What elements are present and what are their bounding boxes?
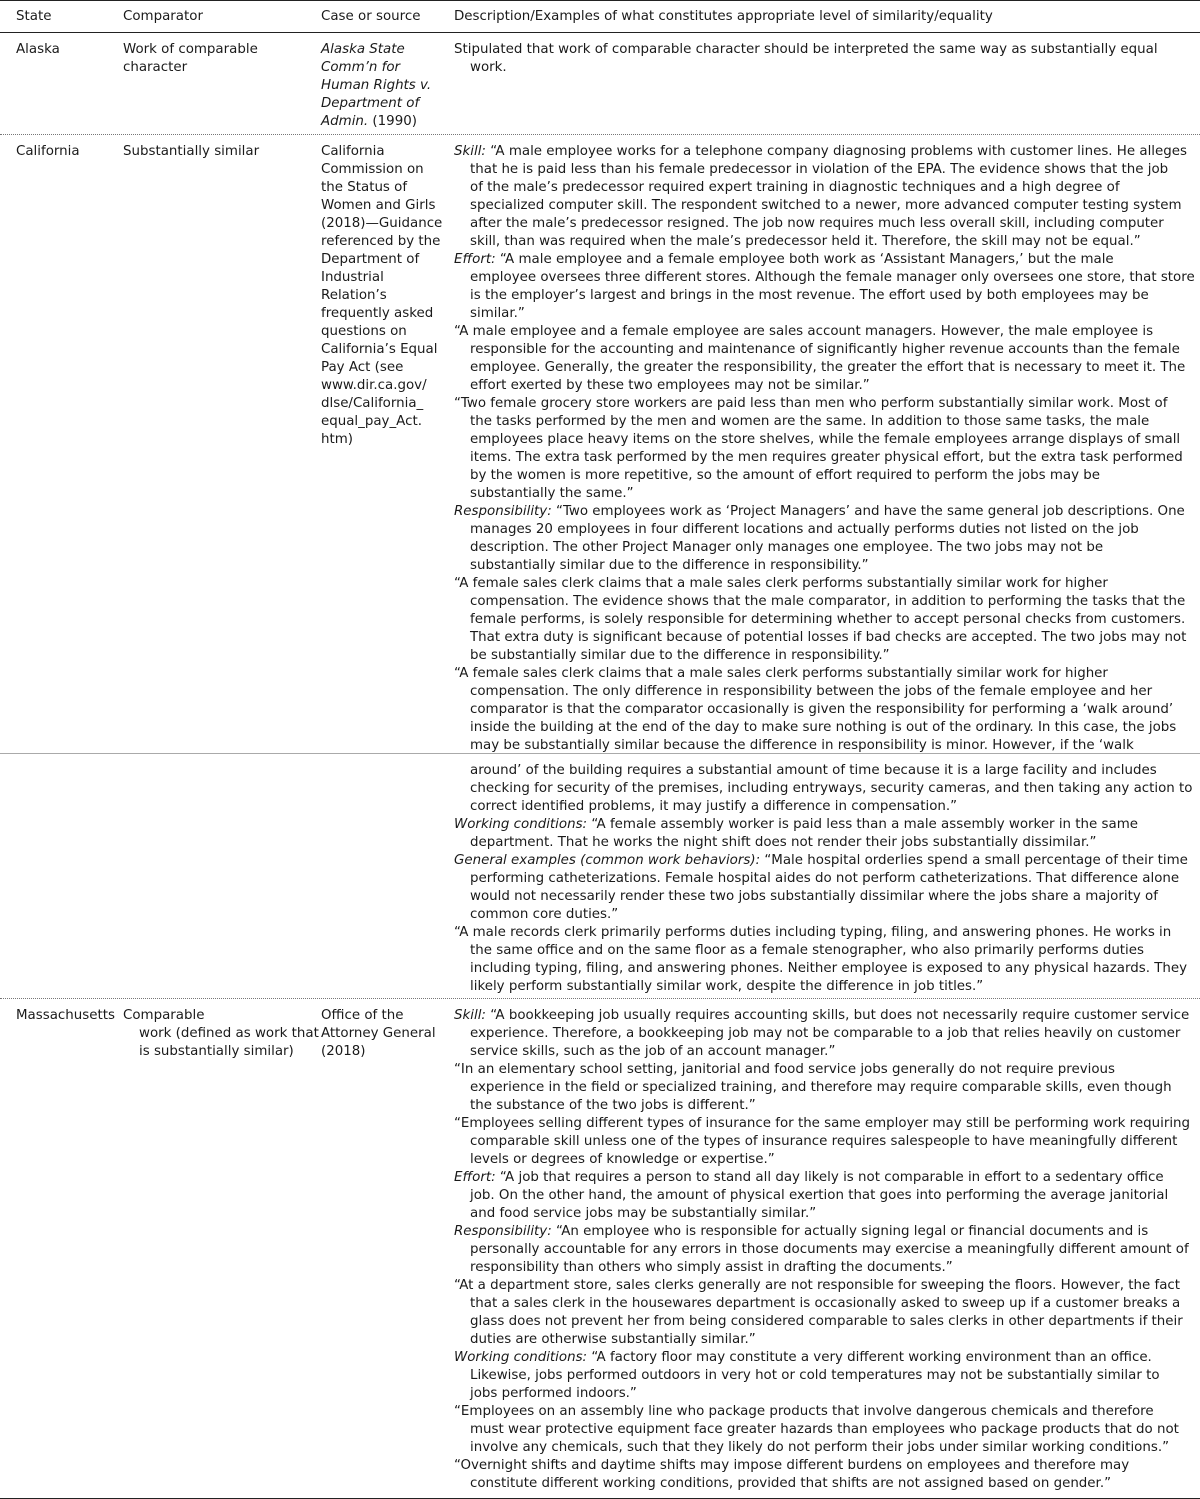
state-cell — [16, 41, 60, 59]
description-line: job. On the other hand, the amount of physical exertion that goes into performing the average janitorial — [470, 1188, 1169, 1203]
criterion-label: Working conditions: — [454, 817, 588, 832]
state-name: Alaska — [16, 42, 60, 57]
description-line: “A female sales clerk claims that a male sales clerk performs substantially similar work for higher — [454, 576, 1108, 591]
source-line — [321, 77, 431, 95]
state-cell — [16, 143, 80, 161]
header-comparator: Comparator — [123, 9, 203, 24]
description-line: constitute different working conditions, provided that shifts are not assigned based on gender.” — [470, 1476, 1112, 1491]
description-line: description. The other Project Manager only manages one employee. The two jobs may not be — [470, 540, 1104, 555]
comparator-line: work (defined as work that — [139, 1026, 319, 1041]
state-name: California — [16, 144, 80, 159]
source-line: Industrial — [321, 270, 384, 285]
description-line: likely perform substantially similar work, despite the difference in job titles.” — [470, 979, 984, 994]
description-line: Effort: “A male employee and a female employee both work as ‘Assistant Managers,’ but the male — [454, 252, 1114, 267]
comparator-cell — [123, 143, 259, 161]
description-line: experience. Therefore, a bookkeeping job may not be comparable to a job that relies heavily on customer — [470, 1026, 1181, 1041]
description-line: comparator is that the comparator occasionally is given the responsibility for performing a ‘walk around’ — [470, 702, 1174, 717]
description-line: checking for security of the premises, including entryways, security cameras, and then taking any action to — [470, 781, 1193, 796]
criterion-label: Skill: — [454, 1008, 486, 1023]
description-line: personally accountable for any errors in those documents may exercise a meaningfully different amount of — [470, 1242, 1189, 1257]
description-line: manages 20 employees in four different locations and actually performs duties not listed on the job — [470, 522, 1139, 537]
description-line: employee. Generally, the greater the responsibility, the greater the effort that is necessary to meet it. The — [470, 360, 1186, 375]
description-line: by the women is more repetitive, so the amount of effort required to perform the jobs may be — [470, 468, 1101, 483]
description-line: Effort: “A job that requires a person to stand all day likely is not comparable in effort to a sedentary office — [454, 1170, 1164, 1185]
description-line: responsibility than others who simply assist in drafting the documents.” — [470, 1260, 953, 1275]
comparator-line: is substantially similar) — [139, 1044, 294, 1059]
case-name: Alaska State — [321, 42, 405, 57]
header-state: State — [16, 9, 52, 24]
source-line: California — [321, 144, 385, 159]
description-line: substantially similar due to the difference in responsibility.” — [470, 558, 869, 573]
criterion-label: Working conditions: — [454, 1350, 588, 1365]
source-line: questions on — [321, 324, 407, 339]
comparator-line: Comparable — [123, 1008, 205, 1023]
description-line: that he is paid less than his female predecessor in violation of the EPA. The evidence shows that the job — [470, 162, 1169, 177]
description-line: may be substantially similar because the difference in responsibility is minor. However, if the ‘walk — [470, 738, 1134, 753]
description-line: That extra duty is significant because of potential losses if bad checks are accepted. The two jobs may not — [470, 630, 1187, 645]
description-line: department. That he works the night shift does not render their jobs substantially dissimilar.” — [470, 835, 1097, 850]
comparator-cell — [123, 1007, 319, 1061]
description-line: common core duties.” — [470, 907, 619, 922]
source-line: (2018)—Guidance — [321, 216, 443, 231]
table-row-california-continued — [0, 753, 1200, 999]
description-line: Working conditions: “A factory floor may constitute a very different working environment than an office. — [454, 1350, 1152, 1365]
source-line: Relation’s — [321, 288, 387, 303]
description-line: Stipulated that work of comparable character should be interpreted the same way as substantially equal — [454, 42, 1158, 57]
description-cell — [454, 41, 1194, 77]
comparator-cell — [123, 41, 258, 77]
description-line: employees place heavy items on the store shelves, while the female employees arrange displays of small — [470, 432, 1181, 447]
case-name: Human Rights v. — [321, 78, 432, 93]
description-line: specialized computer skill. The respondent switched to a newer, more advanced computer testing system — [470, 198, 1182, 213]
description-line: of the male’s predecessor required expert training in diagnostic techniques and a high degree of — [470, 180, 1120, 195]
description-line: compensation. The evidence shows that the male comparator, in addition to performing the tasks that the — [470, 594, 1186, 609]
description-line: substantially the same.” — [470, 486, 634, 501]
criterion-label: General examples (common work behaviors): — [454, 853, 761, 868]
description-line: “In an elementary school setting, janitorial and food service jobs generally do not require previous — [454, 1062, 1116, 1077]
description-line: experience in the field or specialized training, and therefore may require comparable skills, even though — [470, 1080, 1172, 1095]
table-row-massachusetts — [0, 999, 1200, 1499]
description-line: General examples (common work behaviors): “Male hospital orderlies spend a small percentage of their time — [454, 853, 1188, 868]
description-line: “A male records clerk primarily performs duties including typing, filing, and answering phones. He works in — [454, 925, 1172, 940]
description-line: “Employees selling different types of insurance for the same employer may still be performing work requiring — [454, 1116, 1191, 1131]
description-cell — [454, 143, 1194, 755]
state-cell — [16, 1007, 115, 1025]
source-line: (2018) — [321, 1044, 366, 1059]
comparator-line: Substantially similar — [123, 144, 260, 159]
source-line: the Status of — [321, 180, 408, 195]
description-line: Skill: “A male employee works for a telephone company diagnosing problems with customer lines. He alleges — [454, 144, 1187, 159]
source-line: Women and Girls — [321, 198, 436, 213]
description-line: the tasks performed by the men and women are the same. In addition to those same tasks, the male — [470, 414, 1150, 429]
source-line: Department of — [321, 252, 420, 267]
description-line: is the employer’s largest and brings in the most revenue. The effort used by both employees may be — [470, 288, 1149, 303]
description-line: items. The extra task performed by the men requires greater physical effort, but the extra task performed — [470, 450, 1183, 465]
source-line: dlse/California_ — [321, 396, 424, 411]
description-line: “Employees on an assembly line who package products that involve dangerous chemicals and therefore — [454, 1404, 1154, 1419]
source-line — [321, 59, 431, 77]
description-line: employee oversees three different stores. Although the female manager only oversees one store, that store — [470, 270, 1195, 285]
description-line: “Two female grocery store workers are paid less than men who perform substantially similar work. Most of — [454, 396, 1168, 411]
description-line: Working conditions: “A female assembly worker is paid less than a male assembly worker in the same — [454, 817, 1138, 832]
case-name: Admin. — [321, 114, 369, 129]
description-line: correct identified problems, it may justify a difference in compensation.” — [470, 799, 958, 814]
source-line: California’s Equal — [321, 342, 438, 357]
criterion-label: Responsibility: — [454, 1224, 552, 1239]
comparator-line: Work of comparable — [123, 42, 258, 57]
description-line: effort exerted by these two employees may not be similar.” — [470, 378, 870, 393]
description-line: and food service jobs may be substantially similar.” — [470, 1206, 817, 1221]
description-line: skill, than was required when the male’s predecessor held it. Therefore, the skill may not be equal.” — [470, 234, 1141, 249]
description-line: must wear protective equipment face greater hazards than employees who package products that do not — [470, 1422, 1179, 1437]
source-line: referenced by the — [321, 234, 441, 249]
source-cell — [321, 41, 431, 131]
description-line: inside the building at the end of the day to make sure nothing is out of the ordinary. In this case, the jobs — [470, 720, 1177, 735]
state-name: Massachusetts — [16, 1008, 115, 1023]
description-line: including typing, filing, and answering phones. Neither employee is exposed to any physical hazards. They — [470, 961, 1188, 976]
description-line: after the male’s predecessor resigned. The job now requires much less overall skill, including computer — [470, 216, 1164, 231]
description-line: Responsibility: “An employee who is responsible for actually signing legal or financial documents and is — [454, 1224, 1149, 1239]
description-line: service skills, such as the job of an account manager.” — [470, 1044, 836, 1059]
criterion-label: Responsibility: — [454, 504, 552, 519]
description-line: work. — [470, 60, 507, 75]
description-line: compensation. The only difference in responsibility between the jobs of the female employee and her — [470, 684, 1153, 699]
description-line: around’ of the building requires a substantial amount of time because it is a large facility and includes — [470, 763, 1157, 778]
description-line: the substance of the two jobs is different.” — [470, 1098, 756, 1113]
description-line: duties are otherwise substantially similar.” — [470, 1332, 756, 1347]
description-line: comparable skill unless one of the types of insurance requires salespeople to have meaningfully different — [470, 1134, 1178, 1149]
description-line: levels or degrees of knowledge or expertise.” — [470, 1152, 775, 1167]
description-line: “At a department store, sales clerks generally are not responsible for sweeping the floors. However, the fact — [454, 1278, 1181, 1293]
description-line: glass does not prevent her from being considered comparable to sales clerks in other departments if their — [470, 1314, 1183, 1329]
description-line: that a sales clerk in the housewares department is occasionally asked to sweep up if a customer breaks a — [470, 1296, 1181, 1311]
source-line: www.dir.ca.gov/ — [321, 378, 427, 393]
criterion-label: Effort: — [454, 252, 496, 267]
case-name: Department of — [321, 96, 420, 111]
description-line: female performs, is solely responsible for determining whether to accept personal checks from customers. — [470, 612, 1186, 627]
description-line: jobs performed indoors.” — [470, 1386, 637, 1401]
description-line: be substantially similar due to the difference in responsibility.” — [470, 648, 890, 663]
description-line: the same office and on the same floor as a female stenographer, who also primarily performs duties — [470, 943, 1144, 958]
criterion-label: Effort: — [454, 1170, 496, 1185]
description-line: similar.” — [470, 306, 525, 321]
source-line: Pay Act (see — [321, 360, 404, 375]
case-name: Comm’n for — [321, 60, 401, 75]
description-cell — [454, 1007, 1194, 1493]
comparator-line: character — [123, 60, 188, 75]
source-line: Office of the — [321, 1008, 404, 1023]
criterion-label: Skill: — [454, 144, 486, 159]
description-line: Skill: “A bookkeeping job usually requires accounting skills, but does not necessarily require customer service — [454, 1008, 1190, 1023]
description-line: “Overnight shifts and daytime shifts may impose different burdens on employees and therefore may — [454, 1458, 1130, 1473]
source-line: Admin. (1990) — [321, 114, 417, 129]
source-line: equal_pay_Act. — [321, 414, 422, 429]
source-cell — [321, 1007, 436, 1061]
description-line: performing catheterizations. Female hospital aides do not perform catheterizations. That difference alone — [470, 871, 1180, 886]
description-line: would not necessarily render these two jobs substantially dissimilar where the jobs share a majority of — [470, 889, 1158, 904]
description-cell — [454, 762, 1194, 996]
description-line: Likewise, jobs performed outdoors in very hot or cold temperatures may not be substantially similar to — [470, 1368, 1160, 1383]
source-line — [321, 95, 431, 113]
table-row-alaska — [0, 33, 1200, 135]
source-line: Commission on — [321, 162, 424, 177]
source-line: Attorney General — [321, 1026, 436, 1041]
source-line: htm) — [321, 432, 354, 447]
description-line: involve any chemicals, such that they likely do not perform their jobs under similar working conditions.” — [470, 1440, 1170, 1455]
source-line: frequently asked — [321, 306, 434, 321]
header-description: Description/Examples of what constitutes appropriate level of similarity/equality — [454, 9, 993, 24]
description-line: “A female sales clerk claims that a male sales clerk performs substantially similar work for higher — [454, 666, 1108, 681]
table-row-california — [0, 135, 1200, 753]
header-source: Case or source — [321, 9, 421, 24]
description-line: responsible for the accounting and maintenance of significantly higher revenue accounts than the female — [470, 342, 1180, 357]
source-line — [321, 41, 431, 59]
description-line: Responsibility: “Two employees work as ‘Project Managers’ and have the same general job descriptions. One — [454, 504, 1185, 519]
table-header-row — [0, 1, 1200, 33]
source-cell — [321, 143, 442, 449]
description-line: “A male employee and a female employee are sales account managers. However, the male employee is — [454, 324, 1154, 339]
